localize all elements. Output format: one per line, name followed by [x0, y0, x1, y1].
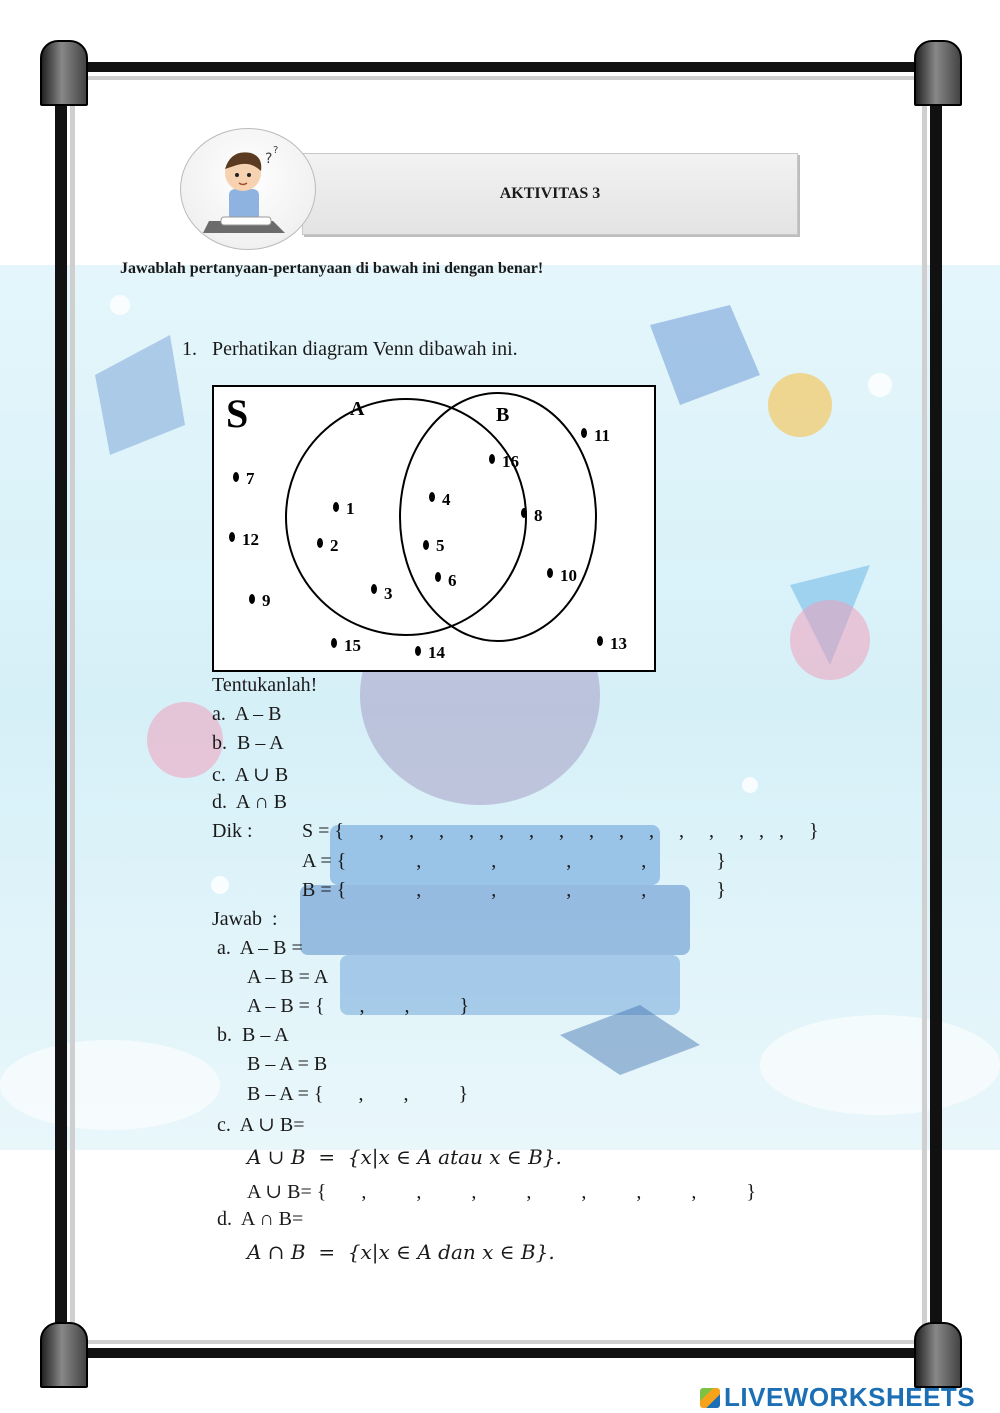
set-a-label: A	[350, 398, 365, 420]
svg-text:10: 10	[560, 566, 577, 585]
set-a-circle	[286, 399, 526, 635]
known-label: Dik :	[212, 820, 253, 842]
element-1	[333, 499, 355, 518]
svg-text:5: 5	[436, 536, 445, 555]
svg-text:11: 11	[594, 426, 611, 445]
venn-diagram	[212, 385, 656, 672]
answer-b-line-2: B – A = { , , }	[247, 1083, 469, 1105]
svg-text:2: 2	[330, 536, 339, 555]
activity-title: AKTIVITAS 3	[499, 185, 601, 202]
frame-left-inner-border	[70, 70, 75, 1350]
frame-corner-bottom-right	[914, 1322, 962, 1388]
answer-b-line-1: B – A = B	[247, 1053, 328, 1075]
svg-text:6: 6	[448, 571, 457, 590]
answer-c-line-2: A ∪ B= { , , , , , , , }	[247, 1181, 756, 1203]
frame-corner-bottom-left	[40, 1322, 88, 1388]
known-set-s: S = { , , , , , , , , , , , , , , , }	[302, 820, 819, 842]
question-number: 1.	[182, 338, 197, 360]
element-4	[429, 490, 451, 509]
svg-text:16: 16	[502, 452, 519, 471]
svg-text:13: 13	[610, 634, 627, 653]
task-item-c: c. A ∪ B	[212, 764, 289, 786]
activity-title-box	[302, 153, 798, 235]
element-10	[547, 566, 577, 585]
liveworksheets-icon	[700, 1388, 720, 1408]
svg-text:14: 14	[428, 643, 445, 662]
element-15	[331, 636, 361, 655]
element-9	[249, 591, 271, 610]
svg-text:12: 12	[242, 530, 259, 549]
brand-text: LIVEWORKSHEETS	[724, 1382, 976, 1412]
set-b-circle	[400, 393, 596, 641]
thinking-boy-icon	[180, 128, 316, 250]
answer-d-formula: A ∩ B = {x|x ∈ A dan x ∈ B}.	[247, 1240, 555, 1264]
frame-right-inner-border	[922, 70, 927, 1350]
svg-text:?: ?	[265, 151, 273, 167]
frame-top-inner-border	[75, 76, 925, 80]
element-6	[435, 571, 457, 590]
svg-text:7: 7	[246, 469, 255, 488]
known-set-b: B = { , , , , }	[302, 879, 726, 901]
svg-text:3: 3	[384, 584, 393, 603]
answer-c-heading: c. A ∪ B=	[217, 1114, 305, 1136]
task-item-d: d. A ∩ B	[212, 791, 288, 813]
answer-c-formula: A ∪ B = {x|x ∈ A atau x ∈ B}.	[247, 1145, 562, 1169]
answer-a-heading: a. A – B =	[217, 937, 303, 959]
instruction-text: Jawablah pertanyaan-pertanyaan di bawah ini dengan benar!	[120, 260, 544, 277]
frame-right-border	[930, 60, 942, 1360]
task-item-a: a. A – B	[212, 703, 282, 725]
answer-d-heading: d. A ∩ B=	[217, 1208, 304, 1230]
frame-left-border	[55, 60, 67, 1360]
answer-b-heading: b. B – A	[217, 1024, 289, 1046]
universe-label: S	[226, 391, 249, 436]
element-8	[521, 506, 543, 525]
element-3	[371, 584, 393, 603]
svg-text:1: 1	[346, 499, 355, 518]
svg-text:15: 15	[344, 636, 361, 655]
liveworksheets-logo[interactable]	[700, 1382, 975, 1413]
element-12	[229, 530, 259, 549]
element-7	[233, 469, 255, 488]
set-b-label: B	[496, 404, 510, 426]
frame-bottom-border	[50, 1348, 950, 1358]
element-16	[489, 452, 519, 471]
answer-a-line-2: A – B = { , , }	[247, 995, 470, 1017]
task-item-b: b. B – A	[212, 732, 284, 754]
frame-top-border	[50, 62, 950, 72]
element-5	[423, 536, 445, 555]
element-11	[581, 426, 610, 445]
known-set-a: A = { , , , , }	[302, 850, 726, 872]
svg-text:?: ?	[273, 145, 279, 156]
svg-text:9: 9	[262, 591, 271, 610]
question-text: Perhatikan diagram Venn dibawah ini.	[212, 338, 518, 360]
svg-text:4: 4	[442, 490, 451, 509]
element-13	[597, 634, 627, 653]
element-14	[415, 643, 446, 662]
frame-corner-top-right	[914, 40, 962, 106]
answer-a-line-1: A – B = A	[247, 966, 329, 988]
element-2	[317, 536, 339, 555]
tasks-prompt: Tentukanlah!	[212, 674, 318, 696]
frame-corner-top-left	[40, 40, 88, 106]
answer-label: Jawab :	[212, 908, 278, 930]
frame-bottom-inner-border	[75, 1340, 925, 1344]
svg-text:8: 8	[534, 506, 543, 525]
